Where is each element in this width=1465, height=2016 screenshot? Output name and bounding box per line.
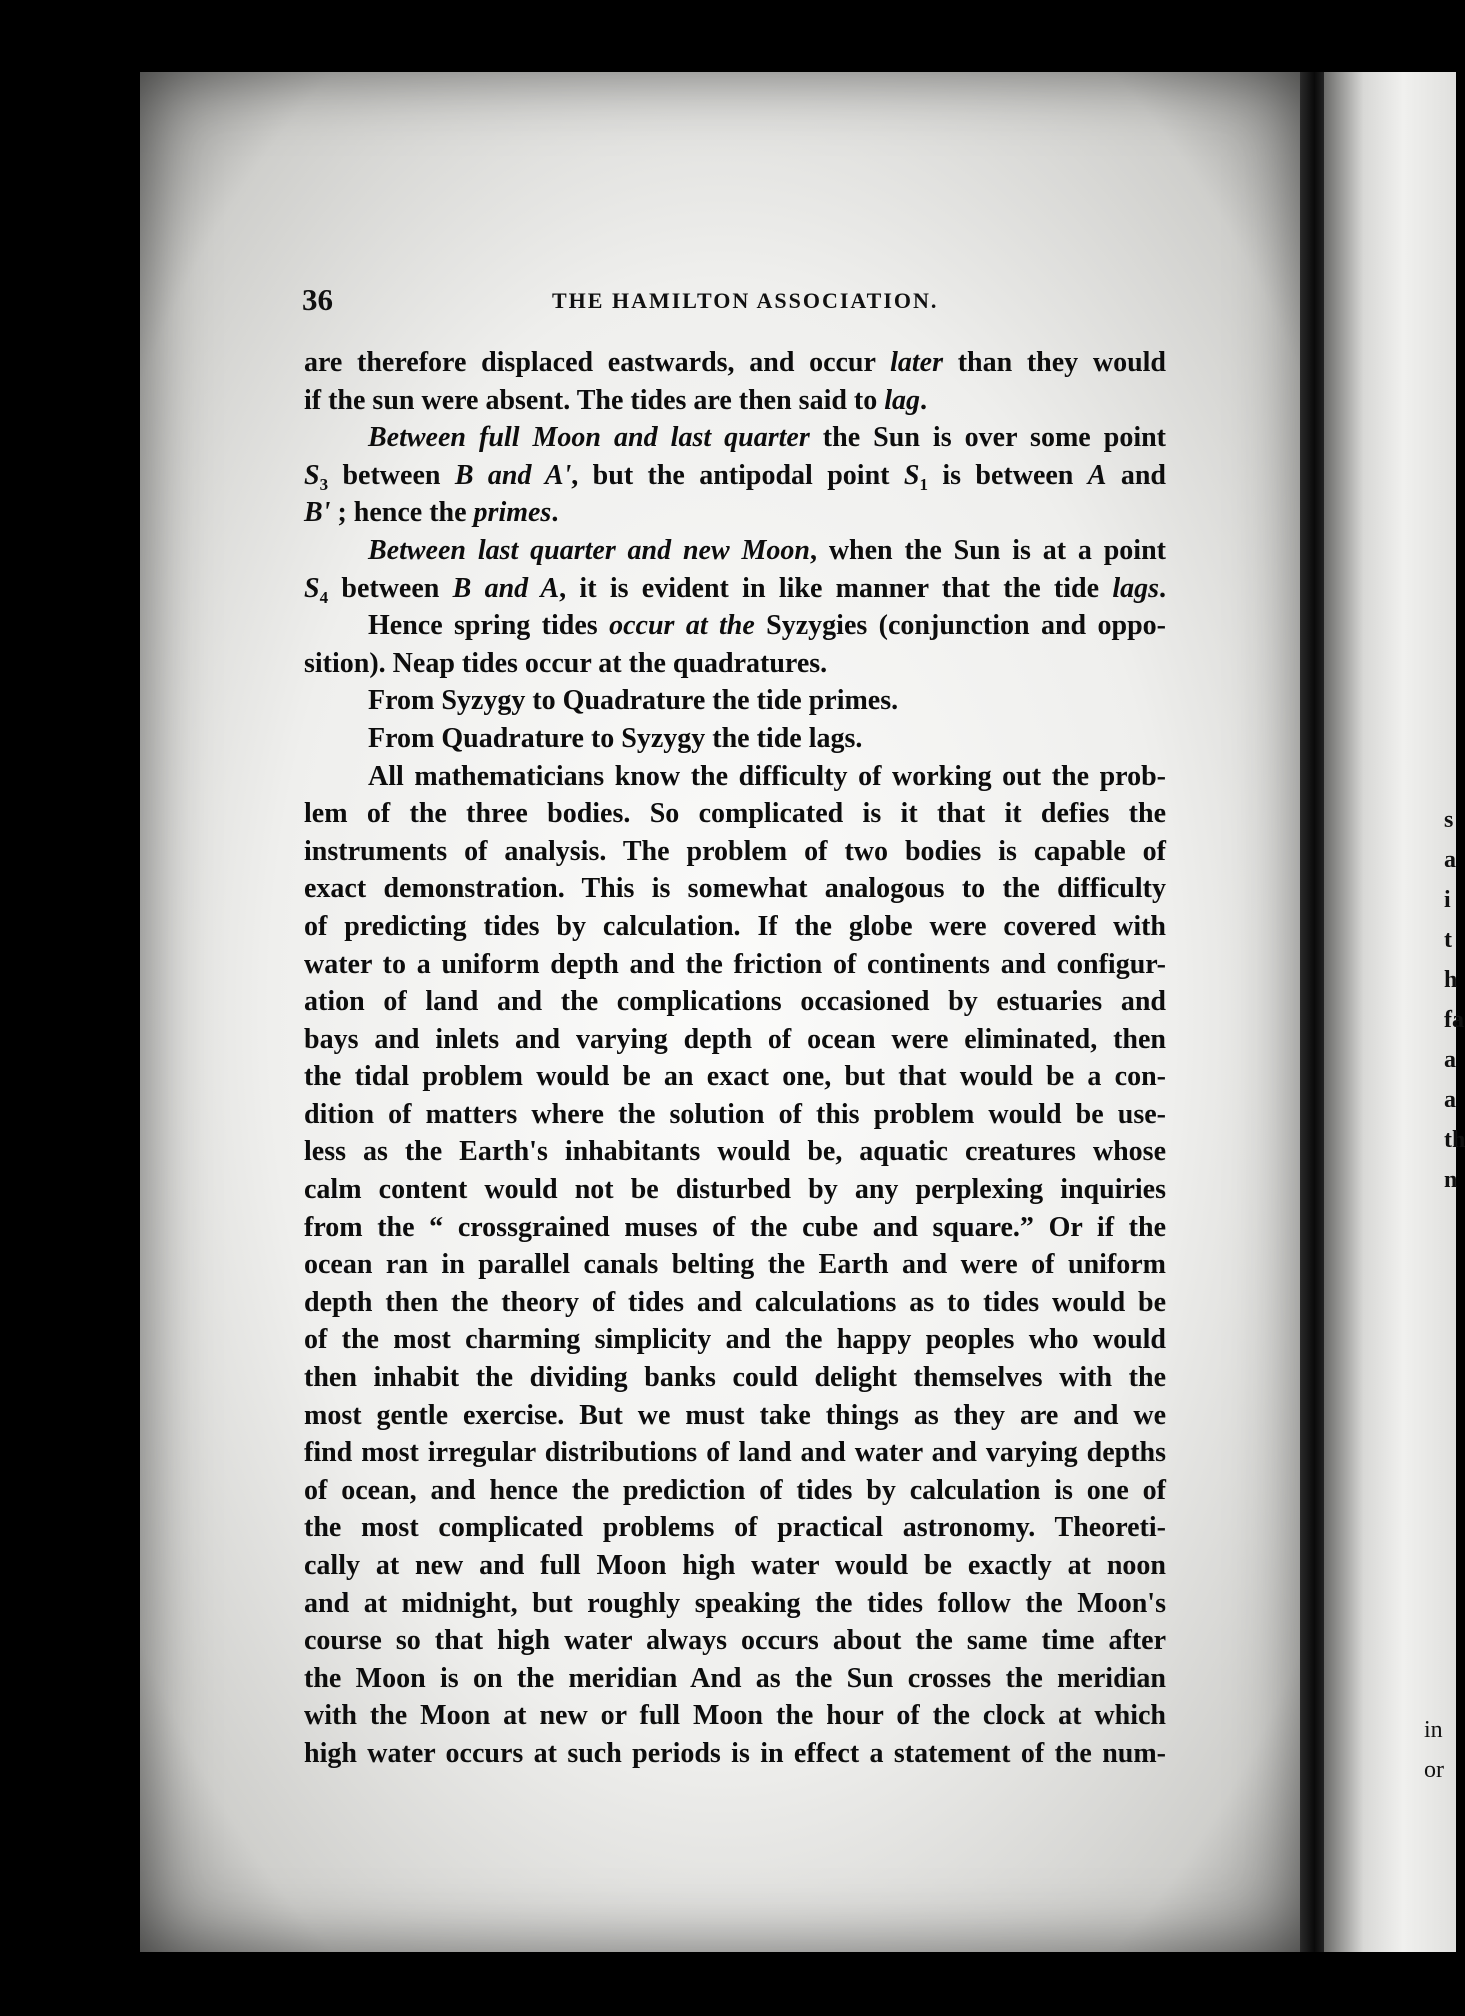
text-line: the Moon is on the meridian And as the Sun crosses the meridian: [304, 1662, 1166, 1694]
text-line: Hence spring tides occur at the Syzygies (conjunction and oppo-: [368, 610, 1166, 642]
text-line: high water occurs at such periods is in effect a statement of the num-: [304, 1737, 1166, 1769]
text-line: less as the Earth's inhabitants would be, aquatic creatures whose: [304, 1136, 1166, 1168]
adjacent-page-fragment: th: [1444, 1127, 1465, 1153]
text-line: of ocean, and hence the prediction of tides by calculation is one of: [304, 1474, 1166, 1506]
text-line: From Quadrature to Syzygy the tide lags.: [368, 722, 863, 754]
page-number: 36: [302, 282, 333, 317]
text-line: instruments of analysis. The problem of two bodies is capable of: [304, 835, 1166, 867]
text-line: dition of matters where the solution of this problem would be use-: [304, 1098, 1166, 1130]
text-line: From Syzygy to Quadrature the tide primes.: [368, 685, 899, 717]
text-line: bays and inlets and varying depth of ocean were eliminated, then: [304, 1023, 1166, 1055]
text-line: sition). Neap tides occur at the quadratures.: [304, 647, 828, 679]
text-line: water to a uniform depth and the friction of continents and configur-: [304, 948, 1166, 980]
text-line: with the Moon at new or full Moon the hour of the clock at which: [304, 1700, 1166, 1732]
text-line: and at midnight, but roughly speaking the tides follow the Moon's: [304, 1587, 1166, 1619]
text-line: Between last quarter and new Moon, when the Sun is at a point: [368, 534, 1166, 566]
text-line: then inhabit the dividing banks could delight themselves with the: [304, 1362, 1166, 1394]
adjacent-page-fragment: i: [1444, 887, 1451, 913]
adjacent-page-fragment: a: [1444, 1087, 1456, 1113]
text-line: All mathematicians know the difficulty of working out the prob-: [368, 760, 1166, 792]
text-line: the tidal problem would be an exact one, but that would be a con-: [304, 1061, 1166, 1093]
running-head: [302, 282, 1162, 322]
body-text: [304, 344, 1166, 1773]
adjacent-page-fragment: or: [1424, 1757, 1444, 1783]
text-line: of predicting tides by calculation. If the globe were covered with: [304, 910, 1166, 942]
text-line: ocean ran in parallel canals belting the Earth and were of uniform: [304, 1249, 1166, 1281]
text-line: B' ; hence the primes.: [304, 497, 559, 529]
text-line: most gentle exercise. But we must take things as they are and we: [304, 1399, 1166, 1431]
text-line: the most complicated problems of practical astronomy. Theoreti-: [304, 1512, 1166, 1544]
adjacent-page-fragment: fa: [1444, 1007, 1464, 1033]
text-line: Between full Moon and last quarter the Sun is over some point: [368, 422, 1166, 454]
adjacent-page-fragment: a: [1444, 847, 1456, 873]
text-line: cally at new and full Moon high water would be exactly at noon: [304, 1550, 1166, 1581]
running-title: THE HAMILTON ASSOCIATION.: [552, 288, 939, 313]
text-line: course so that high water always occurs about the same time after: [304, 1625, 1166, 1657]
text-line: if the sun were absent. The tides are then said to lag.: [304, 384, 928, 416]
text-line: lem of the three bodies. So complicated is it that it defies the: [304, 798, 1166, 830]
text-line: exact demonstration. This is somewhat analogous to the difficulty: [304, 873, 1166, 905]
text-line: calm content would not be disturbed by any perplexing inquiries: [304, 1174, 1166, 1206]
book-gutter: [1300, 72, 1324, 1952]
text-line: $S_3$ between B and A', but the antipodal point $S_1$ is between A and: [304, 459, 1167, 494]
text-line: of the most charming simplicity and the happy peoples who would: [304, 1324, 1166, 1356]
adjacent-page-fragment: t: [1444, 927, 1452, 953]
adjacent-page-fragment: n: [1444, 1167, 1458, 1193]
text-line: ation of land and the complications occasioned by estuaries and: [304, 986, 1166, 1018]
adjacent-page-fragment: h: [1444, 967, 1458, 993]
text-line: $S_4$ between B and A, it is evident in like manner that the tide lags.: [304, 572, 1166, 607]
text-line: find most irregular distributions of land and water and varying depths: [304, 1437, 1166, 1469]
text-line: depth then the theory of tides and calculations as to tides would be: [304, 1286, 1166, 1318]
adjacent-page-fragment: a: [1444, 1047, 1456, 1073]
adjacent-page-fragment: s: [1444, 807, 1454, 833]
adjacent-page-edge: [1324, 72, 1465, 1952]
text-line: are therefore displaced eastwards, and occur later than they would: [304, 347, 1166, 378]
adjacent-page-fragment: in: [1424, 1717, 1443, 1743]
text-line: from the “ crossgrained muses of the cube and square.” Or if the: [304, 1211, 1166, 1243]
